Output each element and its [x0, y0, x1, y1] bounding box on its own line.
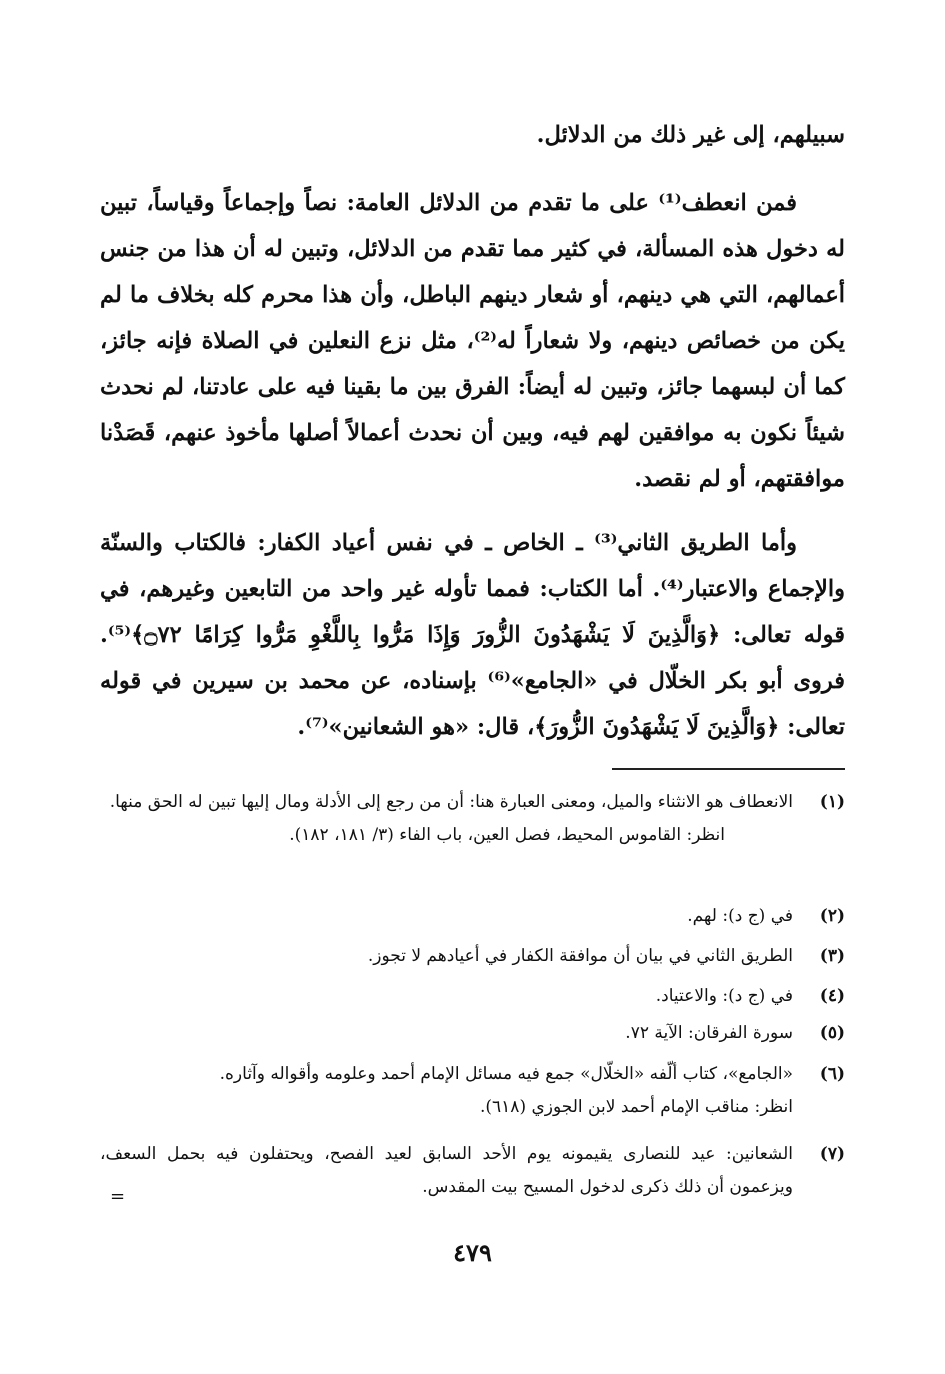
- footnote-text: الانعطاف هو الانثناء والميل، ومعنى العبارة هنا: أن من رجع إلى الأدلة ومال إليها تبين له الحق منها.: [109, 792, 793, 812]
- footnote-3: [100, 940, 845, 973]
- footnote-number: (٢): [819, 906, 845, 926]
- footnote-number: (١): [819, 792, 845, 812]
- footnote-2: [100, 900, 845, 933]
- footnote-4: [100, 980, 845, 1013]
- footnote-number: (٥): [819, 1023, 845, 1043]
- footnote-text: الشعانين: عيد للنصارى يقيمونه يوم الأحد السابق لعيد الفصح، ويحتفلون فيه بحمل السعف، ويزعمون أن ذلك ذكرى لدخول المسيح بيت المقدس.: [100, 1144, 793, 1197]
- footnote-reference: انظر: القاموس المحيط، فصل العين، باب الفاء (٣/ ١٨١، ١٨٢).: [289, 824, 725, 845]
- footnote-text: الطريق الثاني في بيان أن موافقة الكفار في أعيادهم لا تجوز.: [367, 946, 793, 966]
- footnote-reference: انظر: مناقب الإمام أحمد لابن الجوزي (٦١٨).: [479, 1096, 793, 1117]
- footnote-text: في (ج د): لهم.: [687, 906, 793, 926]
- footnote-number: (٦): [819, 1064, 845, 1084]
- footnote-number: (٤): [819, 986, 845, 1006]
- footnote-5: [100, 1017, 845, 1050]
- page-number: ٤٧٩: [453, 1238, 492, 1267]
- paragraph-first: فمن انعطف⁽¹⁾ على ما تقدم من الدلائل العامة: نصاً وإجماعاً وقياساً، تبين له دخول هذه المسألة، في كثير مما تقدم من الدلائل، وتبين له أن هذا من جنس أعمالهم، التي هي دينهم، أو شعار دينهم الباطل، وأن هذا محرم كله بخلاف ما لم يكن من خصائص دينهم، ولا شعاراً له⁽²⁾، مثل نزع النعلين في الصلاة فإنه جائز، كما أن لبسهما جائز، وتبين له أيضاً: الفرق بين ما بقينا فيه على عادتنا، لم نحدث شيئاً نكون به موافقين لهم فيه، وبين أن نحدث أعمالاً أصلها مأخوذ عنهم، قَصَدْنا موافقتهم، أو لم نقصد.: [100, 190, 845, 492]
- footnote-divider: [612, 768, 845, 770]
- continuation-mark: =: [110, 1186, 126, 1207]
- footnote-number: (٣): [819, 946, 845, 966]
- footnote-number: (٧): [819, 1144, 845, 1164]
- footnote-7: [100, 1138, 845, 1203]
- paragraph-continuation: سبيلهم، إلى غير ذلك من الدلائل.: [536, 122, 845, 148]
- footnote-6: [100, 1058, 845, 1123]
- footnote-text: «الجامع»، كتاب ألّفه «الخلّال» جمع فيه مسائل الإمام أحمد وعلومه وأقواله وآثاره.: [219, 1064, 793, 1084]
- footnote-text: في (ج د): والاعتياد.: [655, 986, 793, 1006]
- footnote-text: سورة الفرقان: الآية ٧٢.: [625, 1023, 793, 1043]
- footnote-1: [100, 786, 845, 851]
- paragraph-second: وأما الطريق الثاني⁽³⁾ ـ الخاص ـ في نفس أعياد الكفار: فالكتاب والسنّة والإجماع والاعتبار⁽⁴⁾. أما الكتاب: فمما تأوله غير واحد من التابعين وغيرهم، في قوله تعالى: ﴿وَالَّذِينَ لَا يَشْهَدُونَ الزُّورَ وَإِذَا مَرُّوا بِاللَّغْوِ مَرُّوا كِرَامًا ۝٧٢﴾⁽⁵⁾. فروى أبو بكر الخلّال في «الجامع»⁽⁶⁾ بإسناده، عن محمد بن سيرين في قوله تعالى: ﴿وَالَّذِينَ لَا يَشْهَدُونَ الزُّورَ﴾، قال: «هو الشعانين»⁽⁷⁾.: [100, 530, 846, 740]
